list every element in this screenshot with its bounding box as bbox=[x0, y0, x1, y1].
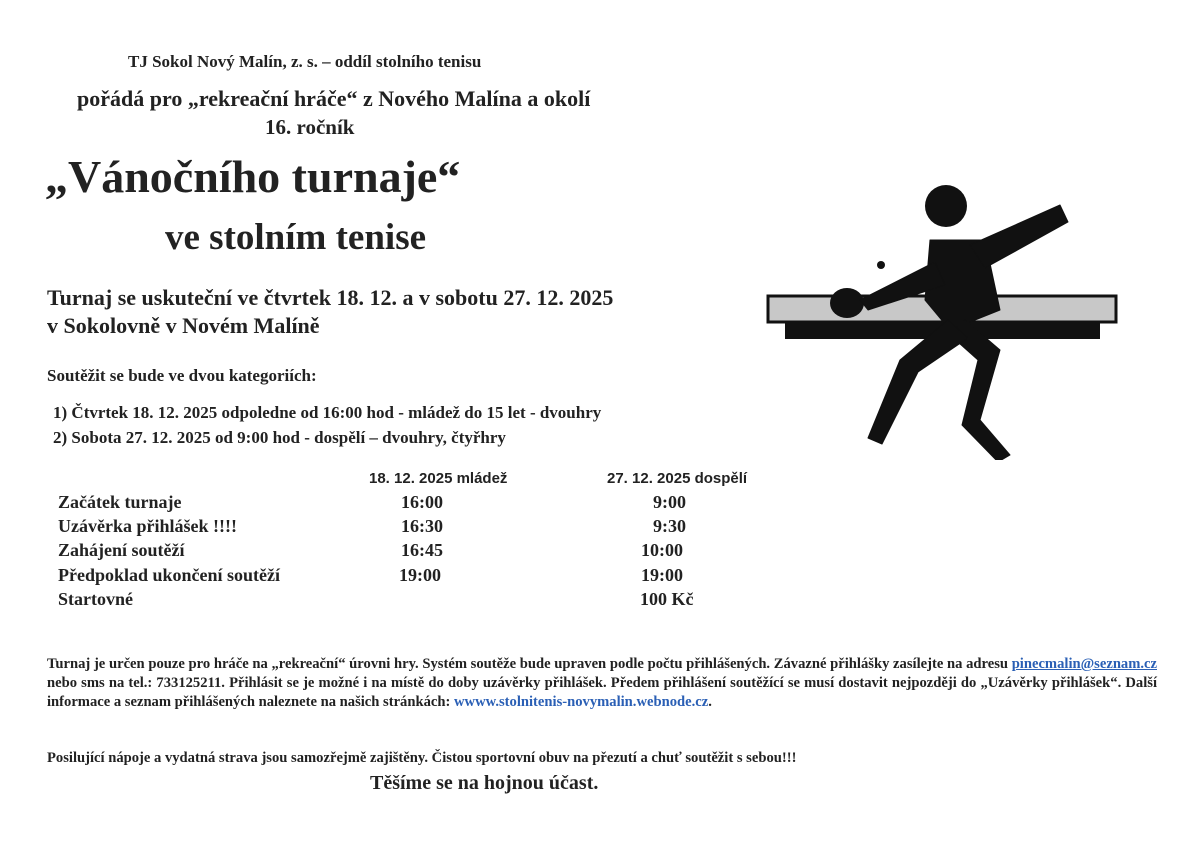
row-label: Startovné bbox=[58, 589, 133, 609]
adults-value: 10:00 bbox=[641, 540, 683, 560]
column-header-youth: 18. 12. 2025 mládež bbox=[369, 470, 508, 487]
info-text: Turnaj je určen pouze pro hráče na „rekreační“ úrovni hry. Systém soutěže bude upraven podle počtu přihlášených. Závazné přihlášky zasílejte na adresu bbox=[47, 656, 1012, 672]
category-item: 2) Sobota 27. 12. 2025 od 9:00 hod - dospělí – dvouhry, čtyřhry bbox=[53, 428, 506, 447]
table-row bbox=[58, 589, 758, 613]
adults-value: 9:00 bbox=[653, 492, 686, 512]
categories-heading: Soutěžit se bude ve dvou kategoriích: bbox=[47, 366, 317, 385]
info-paragraph bbox=[47, 655, 1157, 712]
place-line: v Sokolovně v Novém Malíně bbox=[47, 313, 320, 338]
adults-value: 19:00 bbox=[641, 565, 683, 585]
column-header-adults: 27. 12. 2025 dospělí bbox=[607, 470, 748, 487]
table-row bbox=[58, 565, 758, 589]
info-text: nebo sms na tel.: 733125211. Přihlásit se je možné i na místě do doby uzávěrky přihlášek. Předem přihlášení soutěžící se musí dostavit nejpozději do „Uzávěrky přihlášek“. Další informace a seznam přihlášených naleznete na našich stránkách: bbox=[47, 675, 1157, 710]
organizer: TJ Sokol Nový Malín, z. s. – oddíl stolního tenisu bbox=[128, 52, 482, 71]
youth-value: 16:45 bbox=[401, 540, 443, 560]
adults-value: 100 Kč bbox=[640, 589, 694, 609]
adults-value: 9:30 bbox=[653, 516, 686, 536]
player-arm-raised bbox=[970, 205, 1068, 268]
table-row bbox=[58, 516, 758, 540]
edition: 16. ročník bbox=[265, 115, 355, 139]
refreshments-note: Posilující nápoje a vydatná strava jsou samozřejmě zajištěny. Čistou sportovní obuv na přezutí a chuť soutěžit s sebou!!! bbox=[47, 750, 797, 766]
page-subtitle: ve stolním tenise bbox=[165, 217, 427, 258]
row-label: Začátek turnaje bbox=[58, 492, 182, 512]
email-link[interactable]: pinecmalin@seznam.cz bbox=[1011, 656, 1157, 672]
youth-value: 16:30 bbox=[401, 516, 443, 536]
youth-value: 19:00 bbox=[399, 565, 441, 585]
player-head bbox=[925, 185, 967, 227]
table-tennis-player-illustration bbox=[760, 175, 1140, 460]
youth-value: 16:00 bbox=[401, 492, 443, 512]
table-row bbox=[58, 540, 758, 564]
ball bbox=[877, 261, 885, 269]
category-item: 1) Čtvrtek 18. 12. 2025 odpoledne od 16:00 hod - mládež do 15 let - dvouhry bbox=[53, 403, 602, 422]
dates-line: Turnaj se uskuteční ve čtvrtek 18. 12. a v sobotu 27. 12. 2025 bbox=[47, 285, 614, 310]
website-link[interactable]: wwww.stolnitenis-novymalin.webnode.cz bbox=[454, 694, 709, 710]
row-label: Zahájení soutěží bbox=[58, 540, 185, 560]
row-label: Předpoklad ukončení soutěží bbox=[58, 565, 281, 585]
row-label: Uzávěrka přihlášek !!!! bbox=[58, 516, 237, 536]
closing-text: Těšíme se na hojnou účast. bbox=[370, 772, 599, 794]
info-text: . bbox=[708, 694, 712, 710]
paddle bbox=[830, 288, 864, 318]
table-row bbox=[58, 492, 758, 516]
page-title: „Vánočního turnaje“ bbox=[45, 151, 461, 202]
audience: pořádá pro „rekreační hráče“ z Nového Malína a okolí bbox=[77, 86, 591, 111]
